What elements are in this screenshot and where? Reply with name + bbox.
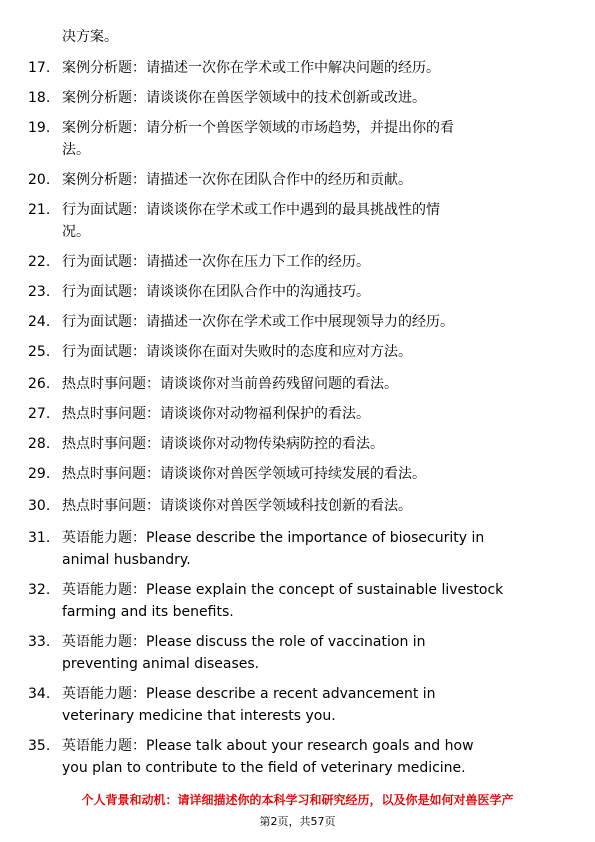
question-text [62, 633, 567, 673]
question-text [62, 375, 567, 393]
question-text-line: 法。 [62, 142, 90, 158]
question-text-line: you plan to contribute to the field of veterinary medicine. [62, 760, 466, 776]
question-text-line: preventing animal diseases. [62, 656, 260, 672]
question-number: 21. [28, 202, 51, 218]
question-number: 30. [28, 498, 51, 514]
question-text-line: 案例分析题：请描述一次你在团队合作中的经历和贡献。 [62, 172, 412, 188]
question-text [62, 737, 567, 777]
question-number: 23. [28, 284, 51, 300]
question-text-line: veterinary medicine that interests you. [62, 708, 336, 724]
question-text-line: farming and its benefits. [62, 604, 234, 620]
question-number: 27. [28, 406, 51, 422]
question-text [62, 465, 567, 483]
question-text [62, 283, 567, 301]
question-text-line: 行为面试题：请谈谈你在面对失败时的态度和应对方法。 [62, 344, 412, 360]
question-number: 24. [28, 314, 51, 330]
question-text-line: 行为面试题：请谈谈你在团队合作中的沟通技巧。 [62, 284, 370, 300]
question-text [62, 343, 567, 361]
question-number: 34. [28, 686, 51, 702]
question-text-line: 英语能力题：Please discuss the role of vaccination in [62, 634, 426, 650]
question-number: 33. [28, 634, 51, 650]
question-number: 28. [28, 436, 51, 452]
question-text-line: 行为面试题：请谈谈你在学术或工作中遇到的最具挑战性的情 [62, 202, 440, 218]
page-number: 第2页，共57页 [259, 815, 336, 828]
question-number: 29. [28, 466, 51, 482]
question-text-line: 案例分析题：请谈谈你在兽医学领域中的技术创新或改进。 [62, 90, 426, 106]
question-text-line: 热点时事问题：请谈谈你对动物传染病防控的看法。 [62, 436, 384, 452]
footer-banner: 个人背景和动机：请详细描述你的本科学习和研究经历，以及你是如何对兽医学产 [81, 793, 514, 807]
question-text-line: 热点时事问题：请谈谈你对兽医学领域科技创新的看法。 [62, 498, 412, 514]
question-number: 32. [28, 582, 51, 598]
question-text [62, 201, 567, 241]
question-number: 25. [28, 344, 51, 360]
question-text [62, 529, 567, 569]
question-number: 19. [28, 120, 51, 136]
question-text-line: 英语能力题：Please describe a recent advancement in [62, 686, 436, 702]
question-number: 18. [28, 90, 51, 106]
question-text [62, 497, 567, 515]
question-number: 22. [28, 254, 51, 270]
question-text [62, 119, 567, 159]
question-text-line: 热点时事问题：请谈谈你对动物福利保护的看法。 [62, 406, 370, 422]
question-text [62, 405, 567, 423]
question-text [62, 253, 567, 271]
question-number: 26. [28, 376, 51, 392]
question-text-line: 行为面试题：请描述一次你在学术或工作中展现领导力的经历。 [62, 314, 454, 330]
continuation-text: 决方案。 [62, 29, 118, 45]
question-text-line: 行为面试题：请描述一次你在压力下工作的经历。 [62, 254, 370, 270]
question-text-line: 热点时事问题：请谈谈你对当前兽药残留问题的看法。 [62, 376, 398, 392]
question-text-line: 英语能力题：Please describe the importance of biosecurity in [62, 530, 485, 546]
question-text-line: 况。 [62, 224, 90, 240]
question-text-line: 英语能力题：Please explain the concept of sustainable livestock [62, 582, 504, 598]
question-text [62, 685, 567, 725]
question-number: 35. [28, 738, 51, 754]
question-number: 20. [28, 172, 51, 188]
question-text [62, 435, 567, 453]
question-number: 17. [28, 60, 51, 76]
question-text-line: animal husbandry. [62, 552, 191, 568]
question-text-line: 热点时事问题：请谈谈你对兽医学领域可持续发展的看法。 [62, 466, 426, 482]
question-text [62, 581, 567, 621]
question-text [62, 89, 567, 107]
question-number: 31. [28, 530, 51, 546]
question-text-line: 英语能力题：Please talk about your research goals and how [62, 738, 474, 754]
question-text [62, 313, 567, 331]
question-text [62, 171, 567, 189]
question-text-line: 案例分析题：请描述一次你在学术或工作中解决问题的经历。 [62, 60, 440, 76]
question-text-line: 案例分析题：请分析一个兽医学领域的市场趋势，并提出你的看 [62, 120, 454, 136]
question-text [62, 59, 567, 77]
